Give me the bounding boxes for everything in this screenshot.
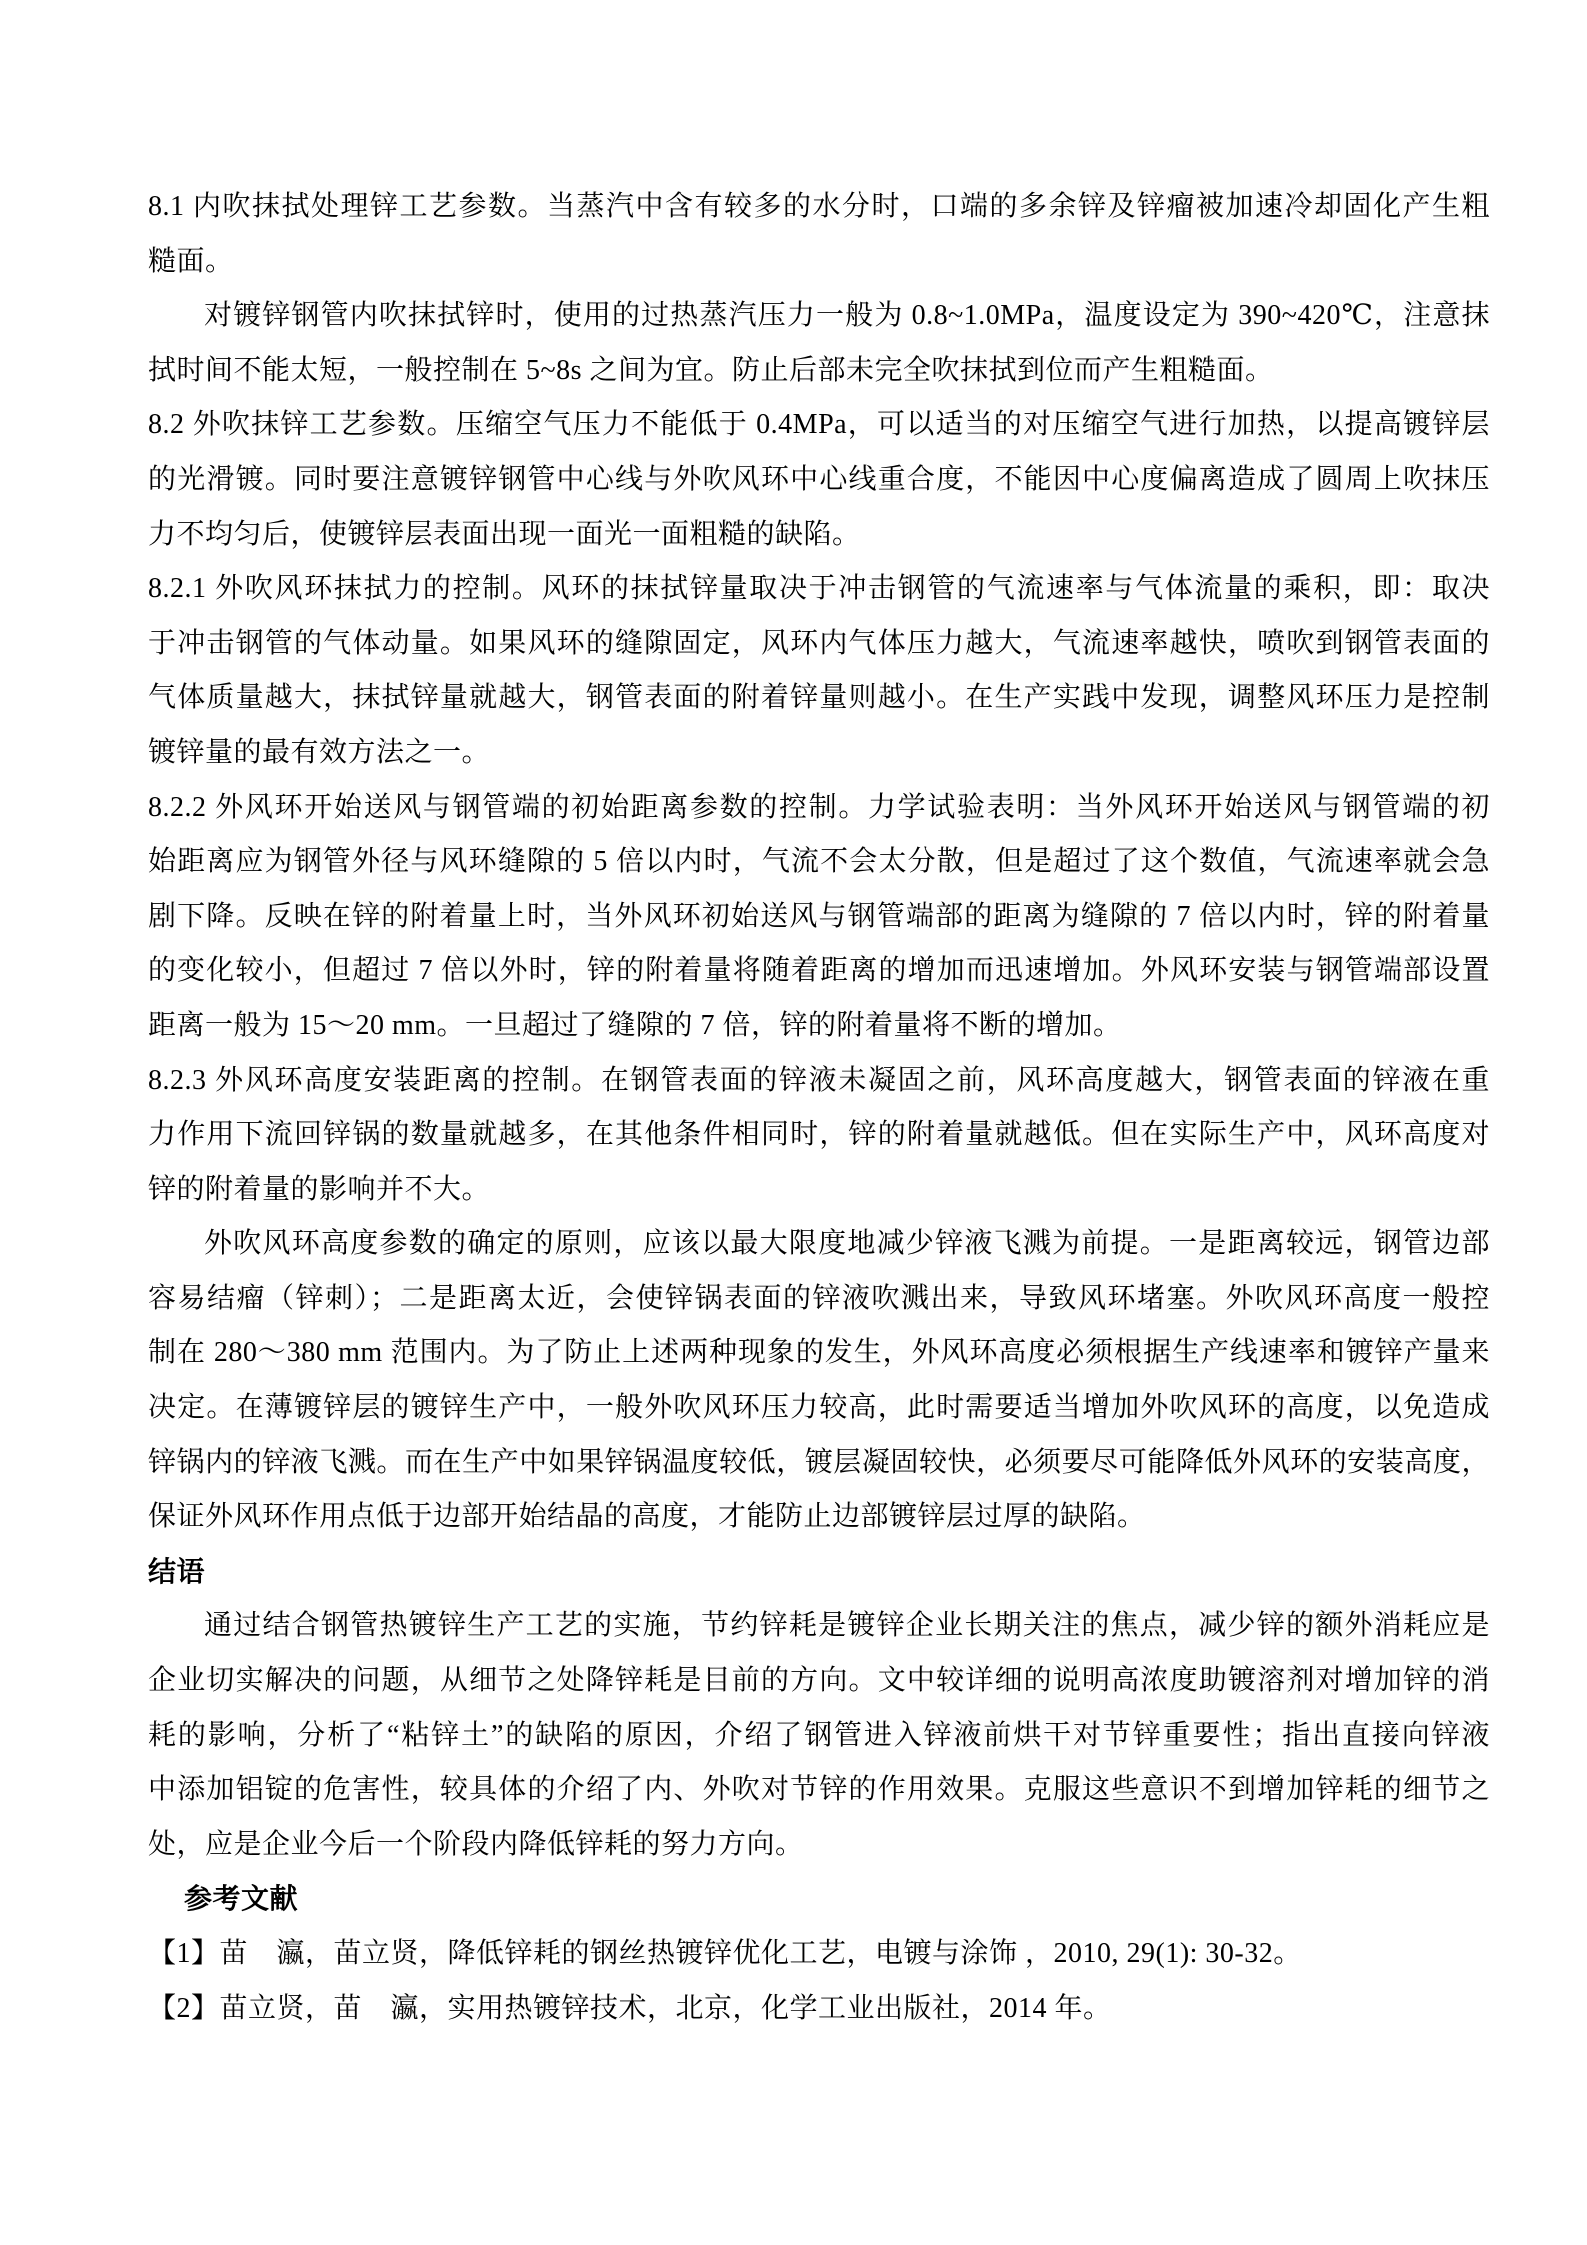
body-text-line: 8.1 内吹抹拭处理锌工艺参数。当蒸汽中含有较多的水分时，口端的多余锌及锌瘤被加速冷却固化产生粗 — [148, 191, 1490, 222]
body-text-line: 8.2.2 外风环开始送风与钢管端的初始距离参数的控制。力学试验表明：当外风环开始送风与钢管端的初 — [148, 791, 1490, 823]
body-text-line: 始距离应为钢管外径与风环缝隙的 5 倍以内时，气流不会太分散，但是超过了这个数值，气流速率就会急 — [148, 846, 1490, 878]
body-text-line: 锌的附着量的影响并不大。 — [148, 1173, 491, 1205]
body-text-line: 容易结瘤（锌刺）；二是距离太近，会使锌锅表面的锌液吹溅出来，导致风环堵塞。外吹风环高度一般控 — [148, 1282, 1490, 1314]
body-text-line: 保证外风环作用点低于边部开始结晶的高度，才能防止边部镀锌层过厚的缺陷。 — [148, 1501, 1146, 1533]
body-text-line: 气体质量越大，抹拭锌量就越大，钢管表面的附着锌量则越小。在生产实践中发现，调整风环压力是控制 — [148, 682, 1490, 714]
reference-item: 【2】苗立贤，苗 瀛，实用热镀锌技术，北京，化学工业出版社，2014 年。 — [148, 1992, 1112, 2024]
body-text-line: 镀锌量的最有效方法之一。 — [148, 736, 491, 768]
body-text-line: 拭时间不能太短，一般控制在 5~8s 之间为宜。防止后部未完全吹抹拭到位而产生粗糙面。 — [148, 354, 1274, 386]
body-text-line: 8.2 外吹抹锌工艺参数。压缩空气压力不能低于 0.4MPa，可以适当的对压缩空气进行加热，以提高镀锌层 — [148, 409, 1490, 441]
body-text-line: 的光滑镀。同时要注意镀锌钢管中心线与外吹风环中心线重合度，不能因中心度偏离造成了圆周上吹抹压 — [148, 463, 1490, 495]
body-text-line: 力不均匀后，使镀锌层表面出现一面光一面粗糙的缺陷。 — [148, 518, 861, 550]
body-text-line: 通过结合钢管热镀锌生产工艺的实施，节约锌耗是镀锌企业长期关注的焦点，减少锌的额外消耗应是 — [204, 1610, 1490, 1642]
body-text-line: 8.2.3 外风环高度安装距离的控制。在钢管表面的锌液未凝固之前，风环高度越大，钢管表面的锌液在重 — [148, 1064, 1490, 1096]
body-text-line: 8.2.1 外吹风环抹拭力的控制。风环的抹拭锌量取决于冲击钢管的气流速率与气体流量的乘积，即：取决 — [148, 573, 1490, 605]
conclusion-heading: 结语 — [148, 1555, 206, 1587]
body-text-line: 耗的影响，分析了“粘锌土”的缺陷的原因，介绍了钢管进入锌液前烘干对节锌重要性；指出直接向锌液 — [148, 1719, 1490, 1751]
body-text-line: 中添加铝锭的危害性，较具体的介绍了内、外吹对节锌的作用效果。克服这些意识不到增加锌耗的细节之 — [148, 1774, 1490, 1806]
body-text-line: 于冲击钢管的气体动量。如果风环的缝隙固定，风环内气体压力越大，气流速率越快，喷吹到钢管表面的 — [148, 627, 1490, 659]
body-text-line: 外吹风环高度参数的确定的原则，应该以最大限度地减少锌液飞溅为前提。一是距离较远，钢管边部 — [204, 1228, 1490, 1260]
body-text-line: 距离一般为 15～20 mm。一旦超过了缝隙的 7 倍，锌的附着量将不断的增加。 — [148, 1009, 1122, 1041]
body-text-line: 糙面。 — [148, 245, 234, 277]
references-heading: 参考文献 — [184, 1883, 299, 1915]
body-text-line: 决定。在薄镀锌层的镀锌生产中，一般外吹风环压力较高，此时需要适当增加外吹风环的高度，以免造成 — [148, 1392, 1490, 1424]
body-text-line: 对镀锌钢管内吹抹拭锌时，使用的过热蒸汽压力一般为 0.8~1.0MPa，温度设定为 390~420℃，注意抹 — [204, 300, 1490, 332]
body-text-line: 的变化较小，但超过 7 倍以外时，锌的附着量将随着距离的增加而迅速增加。外风环安装与钢管端部设置 — [148, 955, 1490, 987]
body-text-line: 处，应是企业今后一个阶段内降低锌耗的努力方向。 — [148, 1828, 804, 1860]
document-content — [148, 180, 1490, 2036]
body-text-line: 力作用下流回锌锅的数量就越多，在其他条件相同时，锌的附着量就越低。但在实际生产中，风环高度对 — [148, 1119, 1490, 1151]
body-text-line: 企业切实解决的问题，从细节之处降锌耗是目前的方向。文中较详细的说明高浓度助镀溶剂对增加锌的消 — [148, 1665, 1490, 1697]
body-text-line: 剧下降。反映在锌的附着量上时，当外风环初始送风与钢管端部的距离为缝隙的 7 倍以内时，锌的附着量 — [148, 900, 1490, 932]
body-text-line: 锌锅内的锌液飞溅。而在生产中如果锌锅温度较低，镀层凝固较快，必须要尽可能降低外风环的安装高度， — [148, 1446, 1490, 1478]
body-text-line: 制在 280～380 mm 范围内。为了防止上述两种现象的发生，外风环高度必须根据生产线速率和镀锌产量来 — [148, 1337, 1490, 1369]
reference-item: 【1】苗 瀛，苗立贤，降低锌耗的钢丝热镀锌优化工艺，电镀与涂饰 ，2010, 29(1): 30-32。 — [148, 1938, 1302, 1969]
